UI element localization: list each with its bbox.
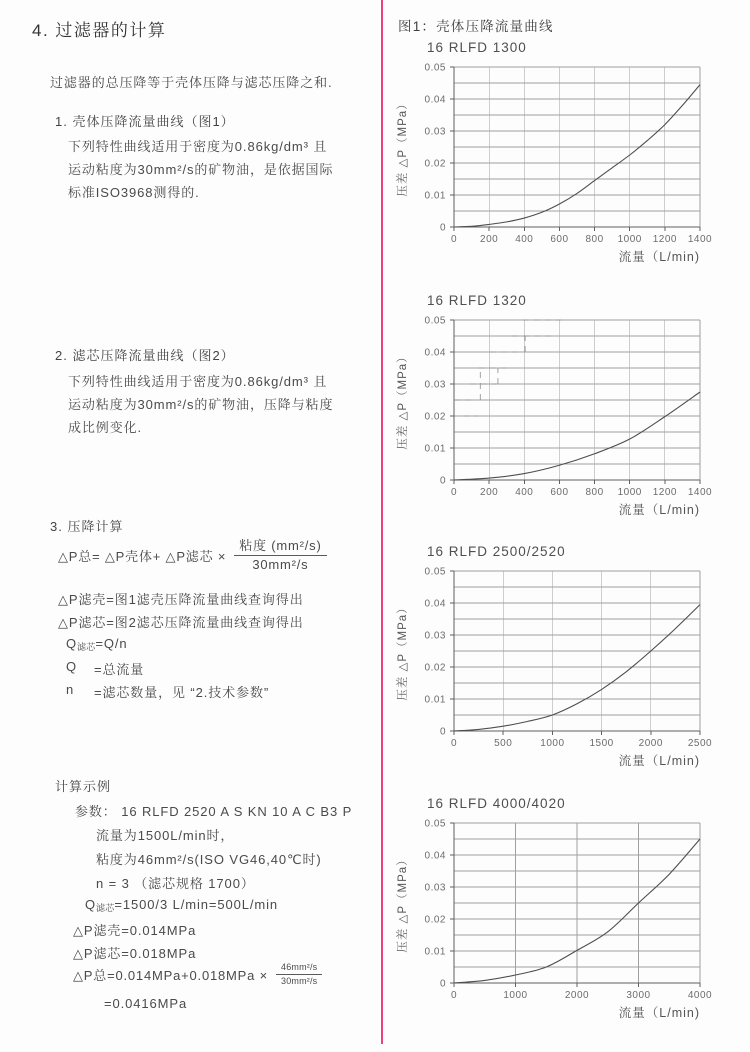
- definition-value: =滤芯数量，见 “2.技术参数”: [94, 685, 270, 700]
- chart-16-rlfd-2500-2520: [392, 563, 722, 775]
- y-tick-label: 0.02: [424, 411, 446, 423]
- q-subscript: 滤芯: [96, 903, 115, 913]
- figure1-caption: 图1：壳体压降流量曲线: [398, 19, 554, 34]
- formula-lhs: △P总= △P壳体+ △P滤芯 ×: [58, 549, 227, 565]
- chart-16-rlfd-1300: [392, 59, 722, 271]
- fraction-denominator: 30mm²/s: [280, 976, 318, 987]
- q-expression: =1500/3 L/min=500L/min: [114, 897, 279, 912]
- x-axis-label: 流量（L/min): [618, 250, 700, 264]
- section2-line: 运动粘度为30mm²/s的矿物油，压降与粘度: [68, 397, 334, 412]
- definition-q: [66, 659, 144, 678]
- chart-16-rlfd-4000-4020: [392, 815, 722, 1027]
- page-column-divider: [381, 0, 383, 1044]
- y-tick-label: 0.02: [424, 662, 446, 674]
- y-axis-label: 压差 △P（MPa）: [397, 853, 409, 953]
- x-tick-label: 600: [550, 234, 569, 245]
- definition-value: =总流量: [94, 662, 145, 677]
- section2-heading: 2. 滤芯压降流量曲线（图2）: [55, 348, 235, 363]
- x-tick-label: 3000: [626, 990, 651, 1001]
- x-tick-label: 1400: [687, 487, 713, 498]
- chart-canvas: [392, 815, 722, 1022]
- chart-block-16-rlfd-1300: [392, 40, 722, 271]
- fraction-denominator: 30mm²/s: [252, 557, 309, 573]
- chart-title: 16 RLFD 2500/2520: [427, 544, 566, 559]
- y-tick-label: 0.05: [424, 62, 446, 74]
- example-total-formula: [73, 962, 322, 988]
- y-tick-label: 0.03: [424, 882, 446, 894]
- x-tick-label: 800: [585, 234, 604, 245]
- section1-line: 标准ISO3968测得的.: [68, 185, 200, 200]
- page-title: 4. 过滤器的计算: [32, 21, 167, 40]
- y-tick-label: 0.05: [424, 566, 446, 578]
- y-tick-label: 0.01: [424, 443, 446, 455]
- y-tick-label: 0.02: [424, 158, 446, 170]
- x-axis-label: 流量（L/min): [618, 1006, 700, 1020]
- x-tick-label: 0: [450, 234, 458, 245]
- example-parameters: 参数： 16 RLFD 2520 A S KN 10 A C B3 P: [75, 804, 353, 819]
- x-tick-label: 4000: [687, 990, 713, 1001]
- q-per-element-formula: [66, 636, 128, 653]
- x-tick-label: 500: [494, 738, 513, 749]
- x-tick-label: 0: [450, 738, 458, 749]
- y-tick-label: 0.04: [424, 598, 446, 610]
- pressure-drop-curve: [454, 392, 700, 480]
- x-tick-label: 2000: [638, 738, 663, 749]
- y-tick-label: 0.02: [424, 914, 446, 926]
- x-tick-label: 1500: [589, 738, 614, 749]
- y-tick-label: 0: [439, 726, 446, 738]
- definition-key: Q: [66, 659, 78, 674]
- x-tick-label: 400: [515, 487, 534, 498]
- chart-block-16-rlfd-2500-2520: [392, 544, 722, 775]
- chart-title: 16 RLFD 4000/4020: [427, 796, 566, 811]
- y-tick-label: 0.05: [424, 315, 446, 327]
- y-tick-label: 0: [439, 978, 446, 990]
- example-line: △P滤芯=0.018MPa: [73, 946, 197, 961]
- x-tick-label: 800: [585, 487, 604, 498]
- y-axis-label: 压差 △P（MPa）: [397, 601, 409, 701]
- x-tick-label: 1200: [652, 234, 677, 245]
- section2-line: 下列特性曲线适用于密度为0.86kg/dm³ 且: [68, 374, 328, 389]
- intro-text: 过滤器的总压降等于壳体压降与滤芯压降之和.: [50, 75, 333, 90]
- formula-fraction: [276, 962, 322, 988]
- section3-line: △P滤芯=图2滤芯压降流量曲线查询得出: [58, 615, 304, 630]
- x-tick-label: 400: [515, 234, 534, 245]
- y-axis-label: 压差 △P（MPa）: [397, 350, 409, 450]
- section1-line: 下列特性曲线适用于密度为0.86kg/dm³ 且: [68, 139, 328, 154]
- y-tick-label: 0.04: [424, 347, 446, 359]
- x-tick-label: 1000: [617, 487, 642, 498]
- chart-canvas: [392, 312, 722, 519]
- chart-16-rlfd-1320: [392, 312, 722, 524]
- chart-canvas: [392, 59, 722, 266]
- x-tick-label: 1000: [617, 234, 642, 245]
- section1-heading: 1. 壳体压降流量曲线（图1）: [55, 114, 235, 129]
- y-tick-label: 0.03: [424, 126, 446, 138]
- q-subscript: 滤芯: [77, 642, 96, 652]
- x-axis-label: 流量（L/min): [618, 754, 700, 768]
- y-tick-label: 0.05: [424, 818, 446, 830]
- y-axis-label: 压差 △P（MPa）: [397, 97, 409, 197]
- example-line: n = 3 （滤芯规格 1700）: [96, 876, 255, 891]
- x-tick-label: 0: [450, 487, 458, 498]
- x-tick-label: 1200: [652, 487, 677, 498]
- x-tick-label: 600: [550, 487, 569, 498]
- chart-title: 16 RLFD 1300: [427, 40, 527, 55]
- example-line: 流量为1500L/min时，: [96, 828, 235, 843]
- pressure-drop-formula: [58, 538, 327, 574]
- x-tick-label: 1400: [687, 234, 713, 245]
- section3-line: △P滤壳=图1滤壳压降流量曲线查询得出: [58, 592, 304, 607]
- definition-n: [66, 682, 269, 701]
- chart-canvas: [392, 563, 722, 770]
- fraction-numerator: 46mm²/s: [276, 962, 322, 975]
- y-tick-label: 0: [439, 222, 446, 234]
- y-tick-label: 0.03: [424, 379, 446, 391]
- y-tick-label: 0.01: [424, 190, 446, 202]
- formula-lhs: △P总=0.014MPa+0.018MPa ×: [73, 968, 268, 984]
- section1-line: 运动粘度为30mm²/s的矿物油，是依据国际: [68, 162, 334, 177]
- q-symbol: Q: [85, 897, 97, 912]
- y-tick-label: 0.01: [424, 694, 446, 706]
- x-tick-label: 1000: [503, 990, 528, 1001]
- section2-line: 成比例变化.: [68, 420, 143, 435]
- x-tick-label: 1000: [540, 738, 565, 749]
- x-tick-label: 200: [480, 487, 499, 498]
- example-q-line: [85, 897, 278, 914]
- chart-block-16-rlfd-4000-4020: [392, 796, 722, 1027]
- y-tick-label: 0.04: [424, 94, 446, 106]
- chart-title: 16 RLFD 1320: [427, 293, 527, 308]
- y-tick-label: 0.01: [424, 946, 446, 958]
- q-symbol: Q: [66, 636, 78, 651]
- example-line: 粘度为46mm²/s(ISO VG46,40℃时): [96, 852, 322, 867]
- x-tick-label: 2500: [687, 738, 713, 749]
- x-tick-label: 200: [480, 234, 499, 245]
- y-tick-label: 0.03: [424, 630, 446, 642]
- section3-heading: 3. 压降计算: [50, 519, 124, 534]
- x-tick-label: 2000: [564, 990, 590, 1001]
- pressure-drop-curve: [454, 605, 700, 731]
- x-tick-label: 0: [450, 990, 458, 1001]
- example-heading: 计算示例: [55, 779, 112, 794]
- y-tick-label: 0.04: [424, 850, 446, 862]
- pressure-drop-curve: [454, 85, 700, 227]
- fraction-numerator: 粘度 (mm²/s): [234, 538, 326, 556]
- chart-block-16-rlfd-1320: [392, 293, 722, 524]
- y-tick-label: 0: [439, 475, 446, 487]
- definition-key: n: [66, 682, 75, 697]
- example-line: △P滤壳=0.014MPa: [73, 923, 197, 938]
- example-result: =0.0416MPa: [104, 996, 188, 1011]
- q-expression: =Q/n: [95, 636, 128, 651]
- x-axis-label: 流量（L/min): [618, 503, 700, 517]
- formula-fraction: [234, 538, 326, 574]
